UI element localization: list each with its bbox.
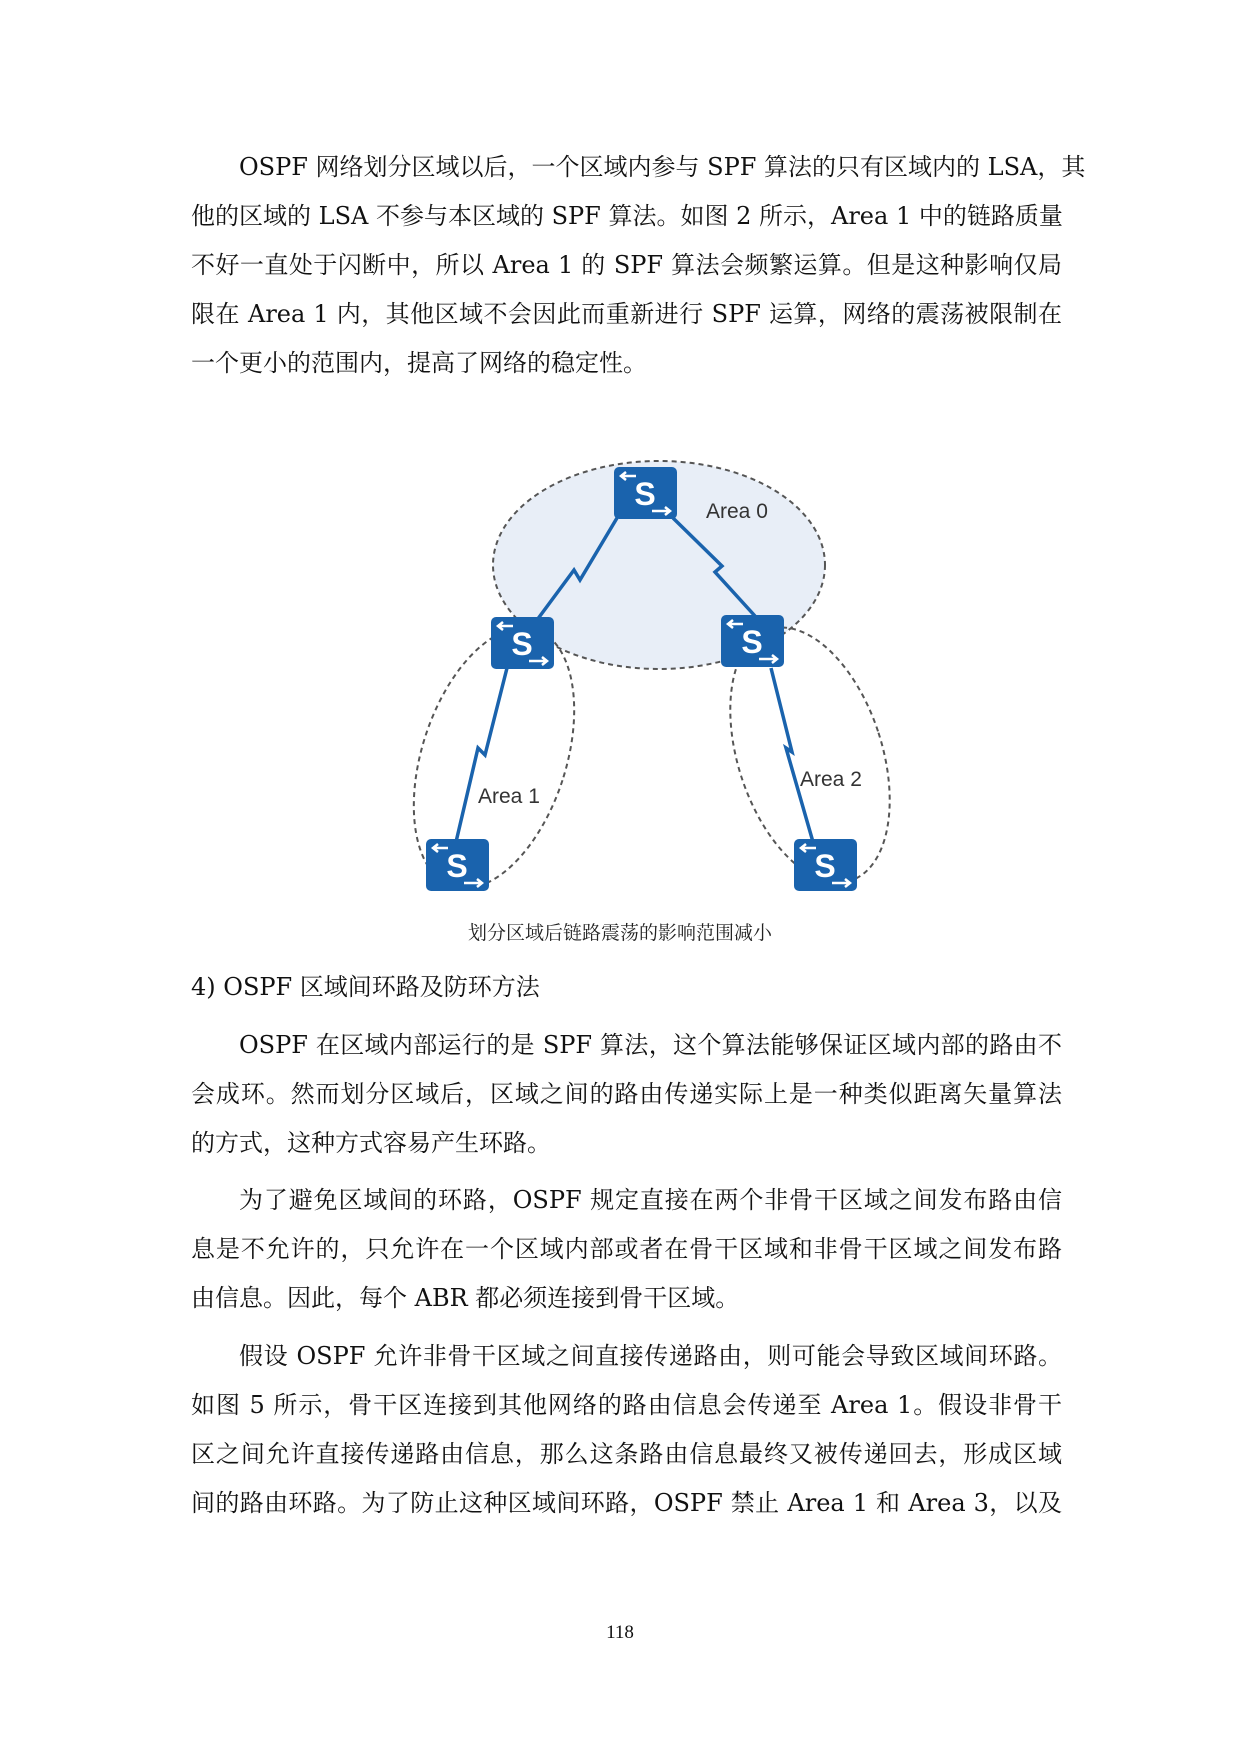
text-line: 息是不允许的，只允许在一个区域内部或者在骨干区域和非骨干区域之间发布路: [191, 1235, 1062, 1263]
text-line: OSPF 在区域内部运行的是 SPF 算法，这个算法能够保证区域内部的路由不: [239, 1031, 1062, 1059]
switch-icon: [614, 467, 677, 519]
ospf-area-diagram: S Area 0 Area 1 Area 2: [0, 0, 1240, 1753]
text-line: 为了避免区域间的环路，OSPF 规定直接在两个非骨干区域之间发布路由信: [239, 1186, 1062, 1214]
figure-caption: 划分区域后链路震荡的影响范围减小: [467, 922, 772, 944]
area-0-label: Area 0: [706, 500, 768, 523]
switch-icon: [794, 839, 857, 891]
link-area2: [771, 668, 813, 842]
text-line: 区之间允许直接传递路由信息，那么这条路由信息最终又被传递回去，形成区域: [191, 1440, 1062, 1468]
text-line: 不好一直处于闪断中，所以 Area 1 的 SPF 算法会频繁运算。但是这种影响仅局: [191, 251, 1062, 279]
text-line: 限在 Area 1 内，其他区域不会因此而重新进行 SPF 运算，网络的震荡被限制在: [191, 300, 1062, 328]
text-line: 如图 5 所示，骨干区连接到其他网络的路由信息会传递至 Area 1。假设非骨干: [191, 1391, 1062, 1419]
section-heading: 4) OSPF 区域间环路及防环方法: [191, 973, 540, 1001]
area-2-label: Area 2: [800, 768, 862, 791]
switch-icon: [426, 839, 489, 891]
text-line: 由信息。因此，每个 ABR 都必须连接到骨干区域。: [191, 1284, 740, 1312]
text-line: 间的路由环路。为了防止这种区域间环路，OSPF 禁止 Area 1 和 Area 3，以及: [191, 1489, 1062, 1517]
switch-icon: [491, 617, 554, 669]
page-number: 118: [606, 1622, 634, 1643]
text-line: 一个更小的范围内，提高了网络的稳定性。: [191, 349, 647, 377]
area-1-label: Area 1: [478, 785, 540, 808]
text-line: 的方式，这种方式容易产生环路。: [191, 1129, 551, 1157]
text-line: 他的区域的 LSA 不参与本区域的 SPF 算法。如图 2 所示，Area 1 中的链路质量: [191, 202, 1063, 230]
switch-icon: [721, 615, 784, 667]
text-line: OSPF 网络划分区域以后，一个区域内参与 SPF 算法的只有区域内的 LSA，其: [239, 153, 1086, 181]
link-area1: [456, 668, 507, 842]
text-line: 假设 OSPF 允许非骨干区域之间直接传递路由，则可能会导致区域间环路。: [239, 1342, 1062, 1370]
text-line: 会成环。然而划分区域后，区域之间的路由传递实际上是一种类似距离矢量算法: [191, 1080, 1062, 1108]
